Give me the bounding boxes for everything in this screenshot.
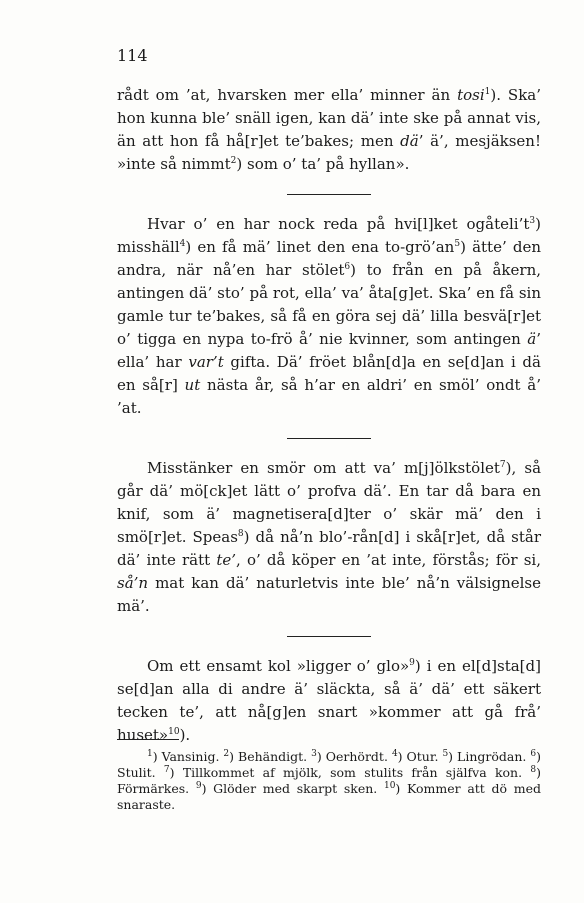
paragraph-3: Misstänker en smör om att va’ m[j]ölkstölet$^7$), så går dä’ mö[ck]et lätt o’ profva dä’. En tar då bara en knif, som ä’ magnetisera[d]ter o’ skär mä’ den i smö[r]et. Speas$^8$) då nå’n blo’-rån[d] i skå[r]et, då står dä’ inte rätt te’, o’ då köper en ’at inte, förstås; för si, så’n mat kan dä’ naturletvis inte ble’ nå’n välsignelse mä’. [117, 459, 542, 615]
paragraph-2: Hvar o’ en har nock reda på hvi[l]ket $ogåteli’t^3$) misshäll$^4$) en få mä’ linet den ena $to-grö’an^5$) ätte’ den andra, när nå’en har stölet$^6$) to från en på åkern, antingen dä’ sto’ på rot, ella’ va’ åta[g]et. Ska’ en få sin gamle tur te’bakes, så få en göra sej dä’ lilla besvä[r]et o’ tigga en nypa to-frö å’ nie kvinner, som antingen ä’ ella’ har var’t gifta. Dä’ fröet blån[d]a en se[d]an i dä en så[r] ut nästa år, så h’ar en aldri’ en smöl’ ondt å’ ’at. [117, 215, 542, 417]
section-divider [287, 194, 371, 195]
paragraph-1: rådt om ’at, hvarsken mer ella’ minner än tosi$^1$). Ska’ hon kunna ble’ snäll igen, kan dä’ inte ske på annat vis, än att hon få hå[r]et te’bakes; men dä’ ä’, mesjäksen! »inte så nimmt$^2$) som o’ ta’ på hyllan». [117, 86, 541, 173]
page-number: 114 [117, 46, 148, 65]
section-divider [287, 438, 371, 439]
footnote-text: $^1$) Vansinig. $^2$) Behändigt. $^3$) Oerhördt. $^4$) Otur. $^5$) Lingrödan. $^6$) Stulit. $^7$) Tillkommet af mjölk, som stulits från själfva kon. $^8$) Förmärkes. $^9$) Glöder med skarpt sken. $^{10}$) Kommer att dö med snaraste. [117, 748, 542, 812]
paragraph-4: Om ett ensamt kol »ligger o’ glo»$^9$) i en el[d]sta[d] se[d]an alla di andre ä’ släckta, så ä’ dä’ ett säkert tecken te’, att nå[g]en snart »kommer att gå frå’ huset»$^{10}$). [117, 657, 541, 744]
section-divider [287, 636, 371, 637]
footnotes [117, 749, 541, 813]
main-text [117, 84, 541, 747]
footnote-divider [117, 739, 179, 740]
